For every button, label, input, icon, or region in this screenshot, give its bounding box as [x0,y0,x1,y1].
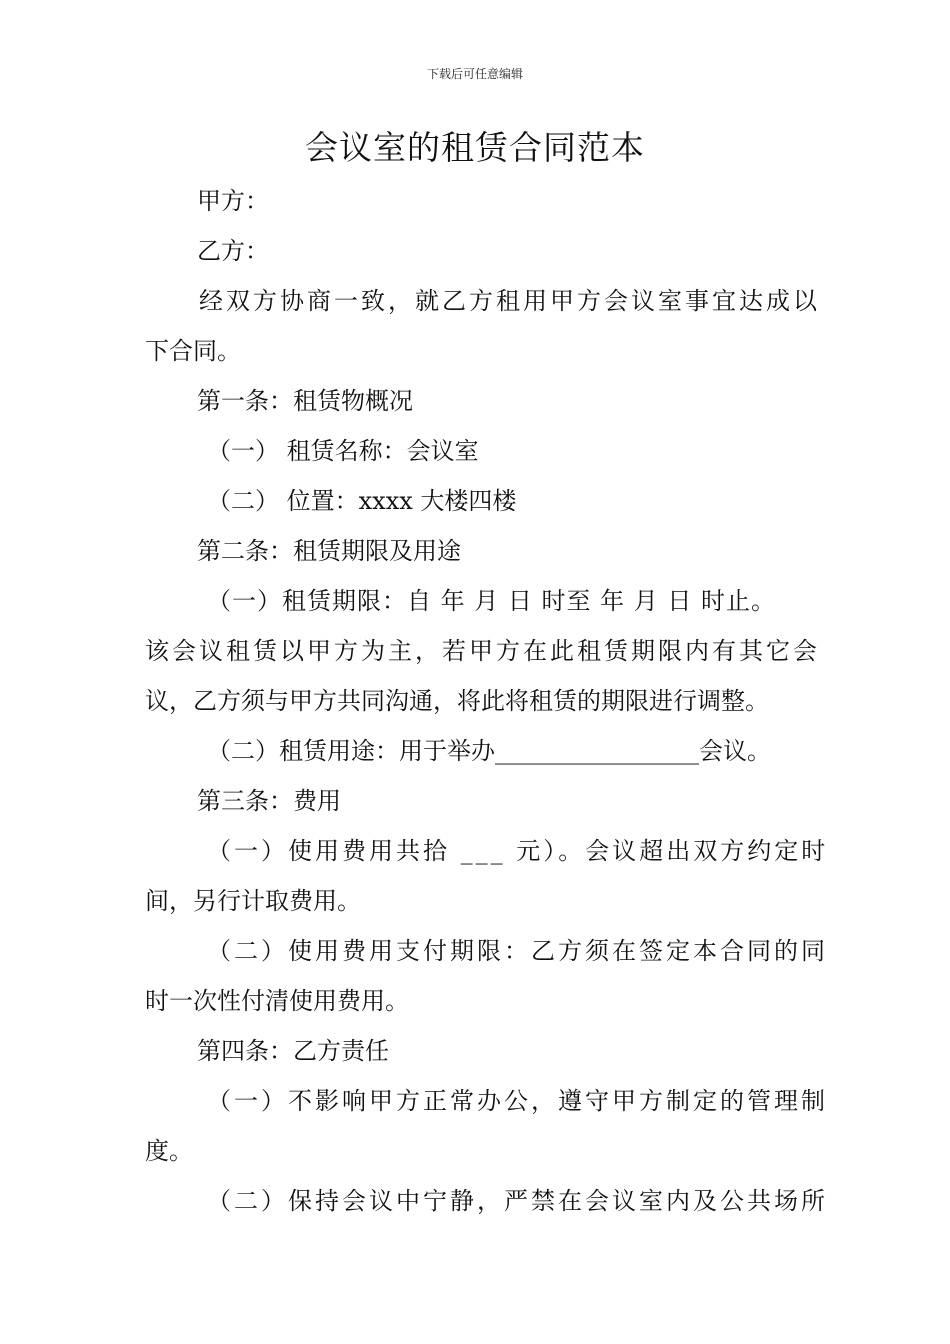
article-4-heading: 第四条：乙方责任 [197,1037,389,1065]
article-3-heading: 第三条：费用 [197,787,341,815]
clause-line: （二）租赁用途：用于举办_________________会议。 [207,737,771,765]
clause-line: （一）使用费用共拾 ___ 元）。会议超出双方约定时 [207,837,829,865]
clause-line: 该会议租赁以甲方为主，若甲方在此租赁期限内有其它会 [145,637,820,665]
clause-line: 议，乙方须与甲方共同沟通，将此将租赁的期限进行调整。 [145,687,769,715]
clause-line: （一）租赁期限：自 年 月 日 时至 年 月 日 时止。 [207,587,777,615]
document-title: 会议室的租赁合同范本 [305,128,645,167]
clause-line: （一） 租赁名称：会议室 [207,437,479,465]
clause-line: （一）不影响甲方正常办公，遵守甲方制定的管理制 [207,1087,828,1115]
party-a-line: 甲方： [197,187,269,215]
party-b-line: 乙方： [197,237,269,265]
article-1-heading: 第一条：租赁物概况 [197,387,413,415]
clause-line: 时一次性付清使用费用。 [145,987,409,1015]
clause-line: （二）使用费用支付期限：乙方须在签定本合同的同 [207,937,828,965]
clause-line: 间，另行计取费用。 [145,887,361,915]
clause-line: （二） 位置：xxxx 大楼四楼 [207,487,517,515]
header-note: 下载后可任意编辑 [426,67,523,81]
intro-paragraph-line: 经双方协商一致，就乙方租用甲方会议室事宜达成以 [199,287,820,315]
clause-line: （二）保持会议中宁静，严禁在会议室内及公共场所 [207,1187,828,1215]
article-2-heading: 第二条：租赁期限及用途 [197,537,461,565]
clause-line: 度。 [145,1137,193,1165]
intro-paragraph-line: 下合同。 [145,337,241,365]
